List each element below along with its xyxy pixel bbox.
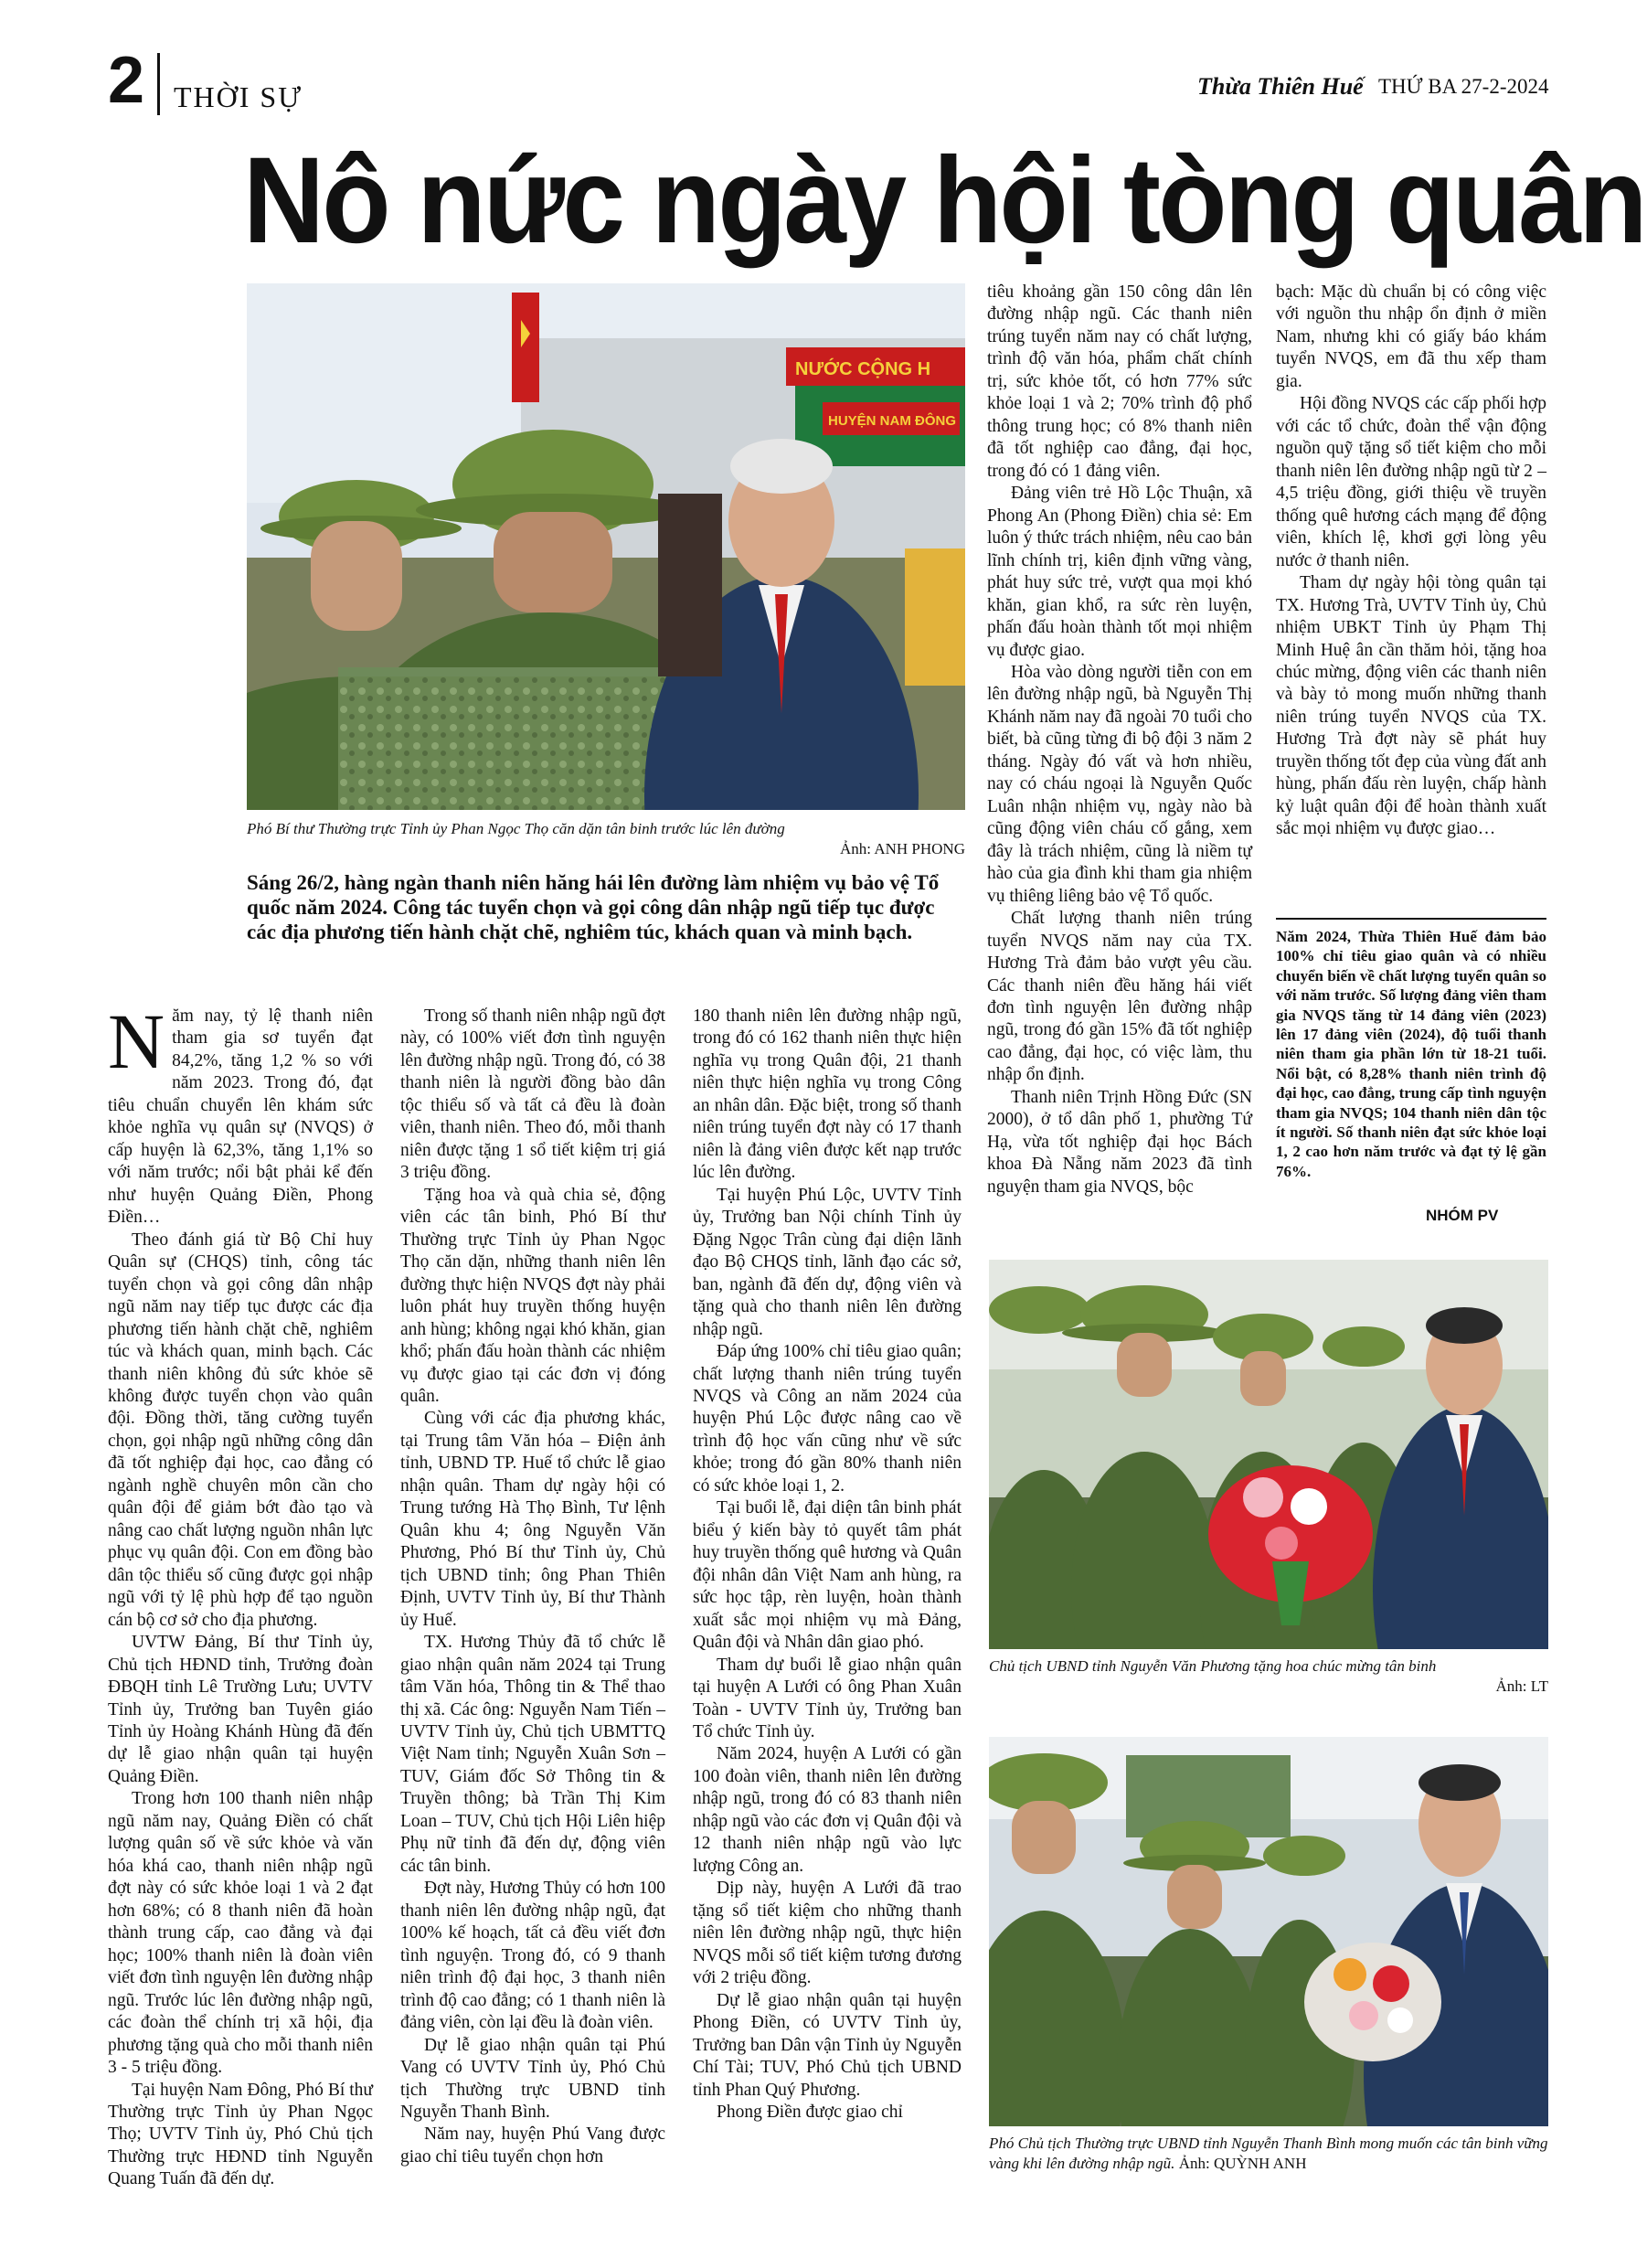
body-paragraph: Đợt này, Hương Thủy có hơn 100 thanh niên lên đường nhập ngũ, đạt 100% kế hoạch, tất cả đều viết đơn tình nguyện. Trong đó, có 9 thanh niên trình độ đại học, 3 thanh niên trình độ cao đẳng; có 1 thanh niên là đảng viên, còn lại đều là đoàn viên. xyxy=(400,1879,665,2033)
banner-text-1: NƯỚC CỘNG H xyxy=(795,359,931,379)
body-column-4 xyxy=(987,282,1252,1198)
lead-paragraph: Sáng 26/2, hàng ngàn thanh niên hăng hái lên đường làm nhiệm vụ bảo vệ Tổ quốc năm 2024. Công tác tuyển chọn và gọi công dân nhập ngũ tiếp tục được các địa phương tiến hành chặt chẽ, nghiêm túc, khách quan và minh bạch. xyxy=(247,871,940,944)
body-paragraph: Trong số thanh niên nhập ngũ đợt này, có 100% viết đơn tình nguyện lên đường nhập ngũ. Trong đó, có 38 thanh niên là người đồng bào dân tộc thiểu số và tất cả đều là đoàn viên, thanh niên. Theo đó, mỗi thanh niên được tặng 1 sổ tiết kiệm trị giá 3 triệu đồng. xyxy=(400,1006,665,1183)
newspaper-name: Thừa Thiên Huế xyxy=(1197,73,1364,100)
body-paragraph: bạch: Mặc dù chuẩn bị có công việc với nguồn thu nhập ổn định ở miền Nam, nhưng khi có giấy báo khám tuyển NVQS, em đã thu xếp tham gia. xyxy=(1276,282,1546,391)
body-paragraph: Tại buổi lễ, đại diện tân binh phát biểu ý kiến bày tỏ quyết tâm phát huy truyền thống quê hương và Quân đội nhân dân Việt Nam anh hùng, ra sức học tập, rèn luyện, hoàn thành xuất sắc mọi nhiệm vụ mà Đảng, Quân đội và Nhân dân giao phó. xyxy=(693,1498,962,1653)
banner-text-2: HUYỆN NAM ĐÔNG xyxy=(828,413,957,429)
main-photo xyxy=(247,283,965,810)
header-divider xyxy=(157,53,160,115)
body-column-5 xyxy=(1276,282,1546,841)
body-paragraph: Tại huyện Phú Lộc, UVTV Tỉnh ủy, Trưởng ban Nội chính Tỉnh ủy Đặng Ngọc Trân cùng đại diện lãnh đạo Bộ CHQS tỉnh, lãnh đạo các sở, ban, ngành đã đến dự, động viên và tặng quà cho thanh niên lên đường nhập ngũ. xyxy=(693,1185,962,1339)
body-paragraph: Đáp ứng 100% chỉ tiêu giao quân; chất lượng thanh niên trúng tuyển NVQS và Công an năm 2024 của huyện Phú Lộc được nâng cao về trình độ học vấn cũng như về sức khỏe; trong đó gần 80% thanh niên có sức khỏe loại 1, 2. xyxy=(693,1342,962,1496)
third-photo-illustration xyxy=(989,1737,1548,2126)
body-paragraph: Đảng viên trẻ Hồ Lộc Thuận, xã Phong An (Phong Điền) chia sẻ: Em luôn ý thức trách nhiệm, nêu cao bản lĩnh chính trị, kiên định vững vàng, phát huy sức trẻ, vượt qua mọi khó khăn, gian khổ, ra sức rèn luyện, phấn đấu hoàn thành tốt mọi nhiệm vụ được giao. xyxy=(987,484,1252,660)
body-column-2 xyxy=(400,1006,665,2168)
second-photo-caption xyxy=(989,1656,1548,1697)
drop-cap: N xyxy=(108,997,165,1085)
body-paragraph: Dịp này, huyện A Lưới đã trao tặng sổ tiết kiệm cho những thanh niên lên đường nhập ngũ, thực hiện NVQS mỗi sổ tiết kiệm tương đương với 2 triệu đồng. xyxy=(693,1879,962,1988)
second-photo xyxy=(989,1260,1548,1649)
body-column-1 xyxy=(108,997,373,2191)
issue-date: THỨ BA 27-2-2024 xyxy=(1378,75,1549,98)
body-paragraph: Theo đánh giá từ Bộ Chỉ huy Quân sự (CHQS) tỉnh, công tác tuyển chọn và gọi công dân nhập ngũ năm nay tiếp tục được các địa phương tiến hành chặt chẽ, nghiêm túc và khách quan, minh bạch. Các thanh niên không đủ sức khỏe sẽ không được tuyển chọn vào quân đội. Đồng thời, tăng cường tuyển chọn, gọi nhập ngũ những công dân đã tốt nghiệp đại học, cao đẳng có ngành nghề chuyên môn cần cho quân đội để giảm bớt đào tạo và nâng cao chất lượng nguồn nhân lực phục vụ quân đội. Con em đồng bào dân tộc thiểu số cũng được gọi nhập ngũ với tỷ lệ phù hợp để tạo nguồn cán bộ cơ sở cho địa phương. xyxy=(108,1230,373,1630)
body-paragraph: Tại huyện Nam Đông, Phó Bí thư Thường trực Tỉnh ủy Phan Ngọc Thọ; UVTV Tỉnh ủy, Phó Chủ tịch Thường trực HĐND tỉnh Nguyễn Quang Tuấn đã đến dự. xyxy=(108,2080,373,2189)
third-photo-caption xyxy=(989,2134,1548,2174)
second-photo-caption-text: Chủ tịch UBND tỉnh Nguyễn Văn Phương tặng hoa chúc mừng tân binh xyxy=(989,1657,1437,1675)
second-photo-credit: Ảnh: LT xyxy=(1495,1677,1548,1696)
second-photo-illustration xyxy=(989,1260,1548,1649)
body-paragraph: Phong Điền được giao chỉ xyxy=(717,2102,903,2122)
body-paragraph: Tặng hoa và quà chia sẻ, động viên các tân binh, Phó Bí thư Thường trực Tỉnh ủy Phan Ngọc Thọ căn dặn, những thanh niên lên đường thực hiện NVQS đợt này phải luôn phát huy truyền thống huyện anh hùng; không ngại khó khăn, gian khổ; phấn đấu hoàn thành các nhiệm vụ được giao tại các đơn vị đóng quân. xyxy=(400,1185,665,1406)
body-paragraph: Dự lễ giao nhận quân tại huyện Phong Điền, có UVTV Tỉnh ủy, Trưởng ban Dân vận Tỉnh ủy Nguyễn Chí Tài; TUV, Phó Chủ tịch UBND tỉnh Phan Quý Phương. xyxy=(693,1990,962,2100)
body-paragraph: Hòa vào dòng người tiễn con em lên đường nhập ngũ, bà Nguyễn Thị Khánh năm nay đã ngoài 70 tuổi cho biết, bà cũng từng đi bộ đội 3 năm 2 tháng. Ngày đó vất và hơn nhiều, nay có cháu ngoại là Nguyễn Quốc Luân nhận nhiệm vụ, ngày nào bà cũng động viên cháu cố gắng, xem đây là trách nhiệm, cũng là niềm tự hào của gia đình khi tham gia nhiệm vụ thiêng liêng bảo vệ Tổ quốc. xyxy=(987,662,1252,906)
body-paragraph: Tham dự ngày hội tòng quân tại TX. Hương Trà, UVTV Tỉnh ủy, Chủ nhiệm UBKT Tỉnh ủy Phạm Thị Minh Huệ ân cần thăm hỏi, tặng hoa chúc mừng, động viên các thanh niên và bày tỏ mong muốn những thanh niên trúng tuyển NVQS của TX. Hương Trà đợt này sẽ phát huy truyền thống tốt đẹp của vùng đất anh hùng, phấn đấu rèn luyện, chấp hành kỷ luật quân đội để hoàn thành xuất sắc mọi nhiệm vụ được giao… xyxy=(1276,573,1546,839)
body-column-3 xyxy=(693,1006,962,2124)
body-paragraph: Chất lượng thanh niên trúng tuyển NVQS năm nay của TX. Hương Trà đảm bảo vượt yêu cầu. Các thanh niên đều hăng hái viết đơn tình nguyện lên đường nhập ngũ, trong đó gần 15% đã tốt nghiệp cao đẳng, đại học, có việc làm, thu nhập ổn định. xyxy=(987,909,1252,1085)
main-photo-illustration xyxy=(247,283,965,810)
body-paragraph: Thanh niên Trịnh Hồng Đức (SN 2000), ở tổ dân phố 1, phường Tứ Hạ, vừa tốt nghiệp đại học Bách khoa Đà Nẵng năm 2023 đã tình nguyện tham gia NVQS, bộc xyxy=(987,1087,1252,1197)
body-paragraph: Dự lễ giao nhận quân tại Phú Vang có UVTV Tỉnh ủy, Phó Chủ tịch Thường trực UBND tỉnh Nguyễn Thanh Bình. xyxy=(400,2035,665,2122)
third-photo-caption-text: Phó Chủ tịch Thường trực UBND tỉnh Nguyễn Thanh Bình mong muốn các tân binh vững vàng khi lên đường nhập ngũ. xyxy=(989,2135,1548,2173)
body-paragraph: Năm nay, huyện Phú Vang được giao chỉ tiêu tuyển chọn hơn xyxy=(400,2124,665,2167)
body-paragraph: tiêu khoảng gần 150 công dân lên đường nhập ngũ. Các thanh niên trúng tuyển năm nay có chất lượng, trình độ văn hóa, phẩm chất chính trị, sức khỏe tốt, có hơn 77% sức khỏe loại 1 và 2; 70% trình độ phổ thông trung học; có 8% thanh niên đã tốt nghiệp cao đẳng, đại học, trong đó có 1 đảng viên. xyxy=(987,282,1252,481)
third-photo xyxy=(989,1737,1548,2126)
body-paragraph: Trong hơn 100 thanh niên nhập ngũ năm nay, Quảng Điền có chất lượng quân số về sức khỏe và văn hóa khá cao, thanh niên nhập ngũ đợt này có sức khỏe loại 1 và 2 đạt hơn 68%; có 8 thanh niên đã hoàn thành trung cấp, cao đẳng và đại học; 100% thanh niên là đoàn viên viết đơn tình nguyện lên đường nhập ngũ. Trước lúc lên đường nhập ngũ, các đoàn thể chính trị xã hội, địa phương tặng quà cho mỗi thanh niên 3 - 5 triệu đồng. xyxy=(108,1789,373,2078)
body-paragraph: Hội đồng NVQS các cấp phối hợp với các tổ chức, đoàn thể vận động nguồn quỹ tặng sổ tiết kiệm cho mỗi thanh niên lên đường nhập ngũ từ 2 – 4,5 triệu đồng, giới thiệu về truyền thống quê hương cách mạng để động viên, khích lệ, khơi gợi lòng yêu nước ở thanh niên. xyxy=(1276,394,1546,570)
third-photo-credit: Ảnh: QUỲNH ANH xyxy=(1178,2155,1307,2173)
headline: Nô nức ngày hội tòng quân xyxy=(243,133,1645,269)
body-paragraph: UVTW Đảng, Bí thư Tỉnh ủy, Chủ tịch HĐND tỉnh, Trưởng đoàn ĐBQH tỉnh Lê Trường Lưu; UVTV Tỉnh ủy, Trưởng ban Tuyên giáo Tỉnh ủy Hoàng Khánh Hùng đã đến dự lễ giao nhận quân tại huyện Quảng Điền. xyxy=(108,1633,373,1786)
byline: NHÓM PV xyxy=(1426,1207,1499,1224)
body-paragraph: 180 thanh niên lên đường nhập ngũ, trong đó có 162 thanh niên thực hiện nghĩa vụ trong Quân đội, 21 thanh niên thực hiện nghĩa vụ trong Công an nhân dân. Đặc biệt, trong số thanh niên trúng tuyển đợt này có 17 thanh niên là đảng viên được kết nạp trước lúc lên đường. xyxy=(693,1006,962,1183)
body-paragraph: Năm 2024, huyện A Lưới có gần 100 đoàn viên, thanh niên lên đường nhập ngũ, trong đó có 83 thanh niên nhập ngũ vào các đơn vị Quân đội và 12 thanh niên nhập ngũ vào lực lượng Công an. xyxy=(693,1744,962,1876)
summary-box: Năm 2024, Thừa Thiên Huế đảm bảo 100% chỉ tiêu giao quân và có nhiều chuyển biến về chất lượng tuyển quân so với năm trước. Số lượng đảng viên tham gia NVQS tăng từ 14 đảng viên (2023) lên 17 đảng viên (2024), độ tuổi thanh niên tham gia phần lớn từ 18-21 tuổi. Nổi bật, có 8,28% thanh niên trình độ đại học, cao đẳng, trung cấp tình nguyện tham gia NVQS; 104 thanh niên dân tộc ít người. Số thanh niên đạt sức khỏe loại 1, 2 cao hơn năm trước và đạt tỷ lệ gần 76%. xyxy=(1276,918,1546,1181)
body-paragraph: Năm nay, tỷ lệ thanh niên tham gia sơ tuyển đạt 84,2%, tăng 1,2 % so với năm 2023. Trong đó, đạt tiêu chuẩn chuyển lên khám sức khỏe nghĩa vụ quân sự (NVQS) ở cấp huyện là 62,3%, tăng 1,1% so với năm trước; nổi bật phải kể đến như huyện Quảng Điền, Phong Điền… xyxy=(108,997,373,1228)
body-paragraph: TX. Hương Thủy đã tổ chức lễ giao nhận quân năm 2024 tại Trung tâm Văn hóa, Thông tin & Thể thao thị xã. Các ông: Nguyễn Nam Tiến – UVTV Tỉnh ủy, Chủ tịch UBMTTQ Việt Nam tỉnh; Nguyễn Xuân Sơn – TUV, Giám đốc Sở Thông tin & Truyền thông; bà Trần Thị Kim Loan – TUV, Chủ tịch Hội Liên hiệp Phụ nữ tỉnh đã đến dự, động viên các tân binh. xyxy=(400,1633,665,1876)
section-label: THỜI SỰ xyxy=(174,80,303,113)
main-photo-caption xyxy=(247,819,965,859)
body-paragraph: Tham dự buổi lễ giao nhận quân tại huyện A Lưới có ông Phan Xuân Toàn - UVTV Tỉnh ủy, Trưởng ban Tổ chức Tỉnh ủy. xyxy=(693,1655,962,1741)
main-photo-caption-text: Phó Bí thư Thường trực Tỉnh ủy Phan Ngọc Thọ căn dặn tân binh trước lúc lên đường xyxy=(247,820,785,837)
page-number: 2 xyxy=(108,44,145,117)
main-photo-credit: Ảnh: ANH PHONG xyxy=(840,840,965,858)
body-paragraph: Cùng với các địa phương khác, tại Trung tâm Văn hóa – Điện ảnh tỉnh, UBND TP. Huế tổ chức lễ giao nhận quân. Tham dự ngày hội có Trung tướng Hà Thọ Bình, Tư lệnh Quân khu 4; ông Nguyễn Văn Phương, Phó Bí thư Tỉnh ủy, Chủ tịch UBND tỉnh; ông Phan Thiên Định, UVTV Tỉnh ủy, Bí thư Thành ủy Huế. xyxy=(400,1409,665,1630)
